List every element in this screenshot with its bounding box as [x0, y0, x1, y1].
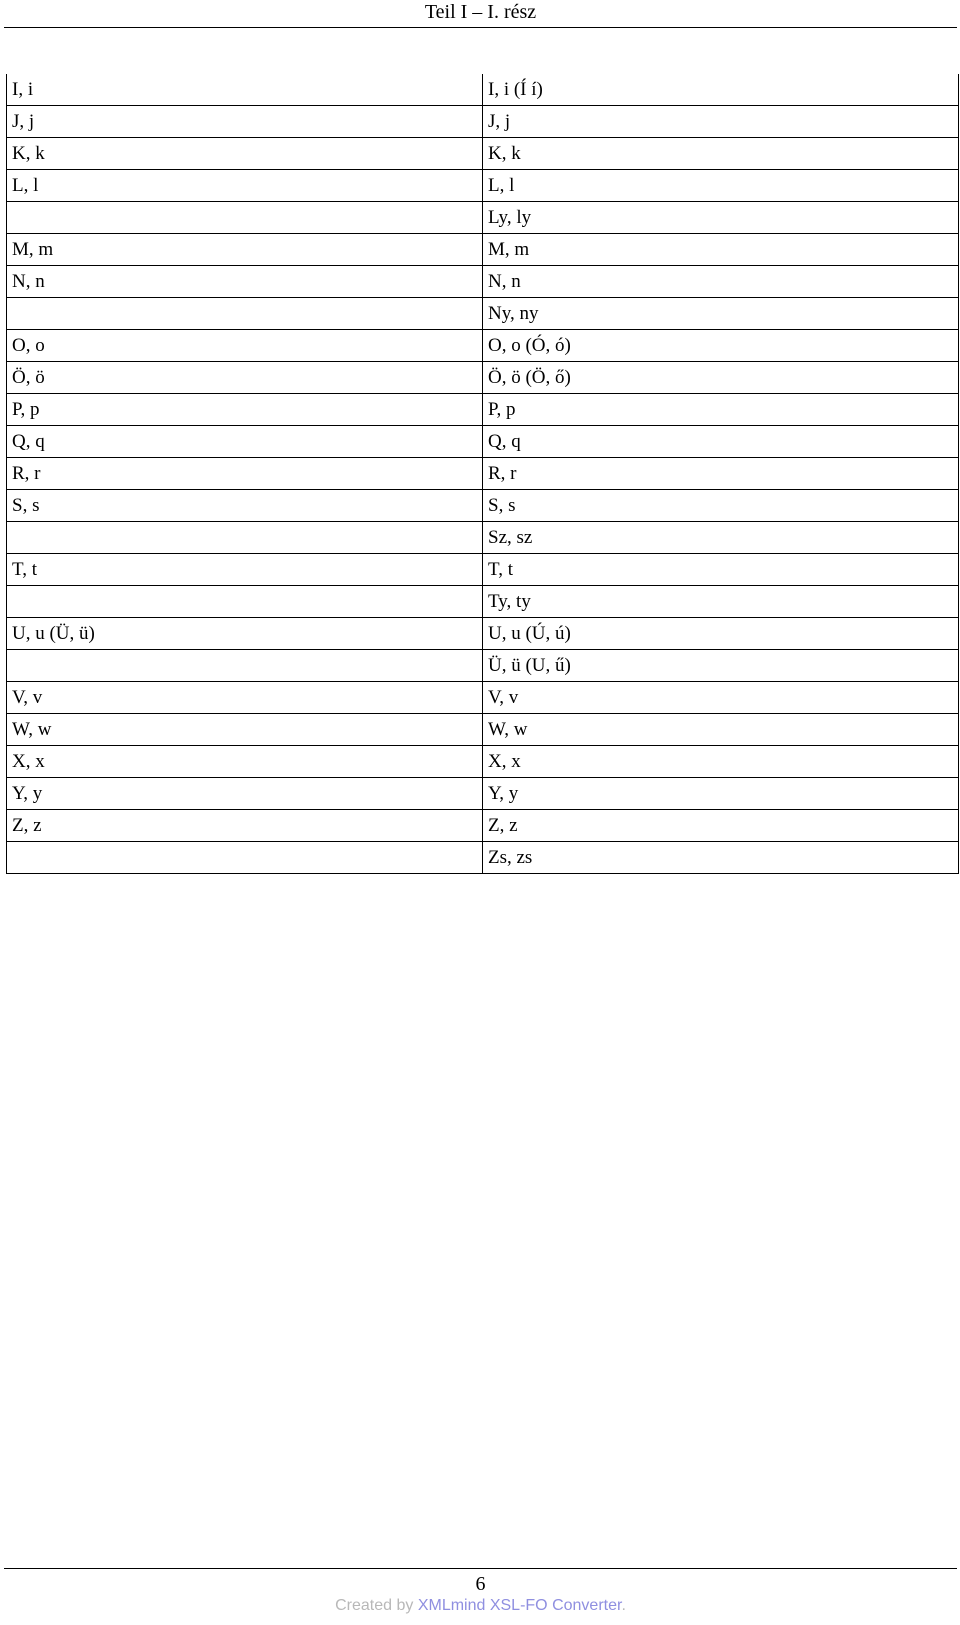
german-letter-cell: L, l: [7, 170, 483, 202]
table-row: [7, 746, 959, 778]
table-row: [7, 170, 959, 202]
hungarian-letter-cell: Ty, ty: [483, 586, 959, 618]
german-letter-cell: [7, 586, 483, 618]
table-row: [7, 74, 959, 106]
page-number: 6: [475, 1573, 486, 1595]
hungarian-letter-cell: U, u (Ú, ú): [483, 618, 959, 650]
german-letter-cell: T, t: [7, 554, 483, 586]
german-letter-cell: P, p: [7, 394, 483, 426]
hungarian-letter-cell: Z, z: [483, 810, 959, 842]
hungarian-letter-cell: X, x: [483, 746, 959, 778]
table-row: [7, 682, 959, 714]
hungarian-letter-cell: Ly, ly: [483, 202, 959, 234]
german-letter-cell: [7, 298, 483, 330]
hungarian-letter-cell: N, n: [483, 266, 959, 298]
table-row: [7, 586, 959, 618]
hungarian-letter-cell: T, t: [483, 554, 959, 586]
german-letter-cell: J, j: [7, 106, 483, 138]
german-letter-cell: Y, y: [7, 778, 483, 810]
table-row: [7, 522, 959, 554]
german-letter-cell: N, n: [7, 266, 483, 298]
table-row: [7, 266, 959, 298]
hungarian-letter-cell: J, j: [483, 106, 959, 138]
hungarian-letter-cell: Q, q: [483, 426, 959, 458]
german-letter-cell: [7, 842, 483, 874]
generator-note: [4, 1596, 957, 1616]
hungarian-letter-cell: Ü, ü (U, ű): [483, 650, 959, 682]
german-letter-cell: V, v: [7, 682, 483, 714]
hungarian-letter-cell: W, w: [483, 714, 959, 746]
german-letter-cell: S, s: [7, 490, 483, 522]
table-row: [7, 394, 959, 426]
german-letter-cell: X, x: [7, 746, 483, 778]
german-letter-cell: Q, q: [7, 426, 483, 458]
german-letter-cell: R, r: [7, 458, 483, 490]
german-letter-cell: Ö, ö: [7, 362, 483, 394]
hungarian-letter-cell: S, s: [483, 490, 959, 522]
hungarian-letter-cell: Ö, ö (Ö, ő): [483, 362, 959, 394]
hungarian-letter-cell: Sz, sz: [483, 522, 959, 554]
german-letter-cell: [7, 650, 483, 682]
table-row: [7, 106, 959, 138]
table-row: [7, 810, 959, 842]
hungarian-letter-cell: Ny, ny: [483, 298, 959, 330]
table-row: [7, 426, 959, 458]
german-letter-cell: Z, z: [7, 810, 483, 842]
alphabet-table: [6, 74, 959, 874]
german-letter-cell: [7, 202, 483, 234]
table-row: [7, 778, 959, 810]
table-row: [7, 650, 959, 682]
hungarian-letter-cell: M, m: [483, 234, 959, 266]
page-title: Teil I – I. rész: [424, 1, 537, 23]
german-letter-cell: O, o: [7, 330, 483, 362]
table-row: [7, 714, 959, 746]
hungarian-letter-cell: L, l: [483, 170, 959, 202]
german-letter-cell: [7, 522, 483, 554]
table-row: [7, 490, 959, 522]
hungarian-letter-cell: P, p: [483, 394, 959, 426]
german-letter-cell: M, m: [7, 234, 483, 266]
german-letter-cell: W, w: [7, 714, 483, 746]
german-letter-cell: U, u (Ü, ü): [7, 618, 483, 650]
hungarian-letter-cell: Y, y: [483, 778, 959, 810]
hungarian-letter-cell: V, v: [483, 682, 959, 714]
hungarian-letter-cell: I, i (Í í): [483, 74, 959, 106]
generator-suffix: .: [621, 1597, 626, 1614]
table-row: [7, 298, 959, 330]
table-row: [7, 234, 959, 266]
hungarian-letter-cell: Zs, zs: [483, 842, 959, 874]
hungarian-letter-cell: O, o (Ó, ó): [483, 330, 959, 362]
table-row: [7, 202, 959, 234]
table-row: [7, 362, 959, 394]
table-row: [7, 618, 959, 650]
hungarian-letter-cell: K, k: [483, 138, 959, 170]
generator-prefix: Created by: [335, 1597, 418, 1614]
table-row: [7, 330, 959, 362]
table-row: [7, 458, 959, 490]
page-header: [4, 0, 957, 28]
page-footer: [4, 1568, 957, 1616]
table-row: [7, 138, 959, 170]
alphabet-table-body: [7, 74, 959, 874]
german-letter-cell: I, i: [7, 74, 483, 106]
hungarian-letter-cell: R, r: [483, 458, 959, 490]
generator-product: XMLmind XSL-FO Converter: [417, 1597, 622, 1614]
table-row: [7, 842, 959, 874]
german-letter-cell: K, k: [7, 138, 483, 170]
table-row: [7, 554, 959, 586]
